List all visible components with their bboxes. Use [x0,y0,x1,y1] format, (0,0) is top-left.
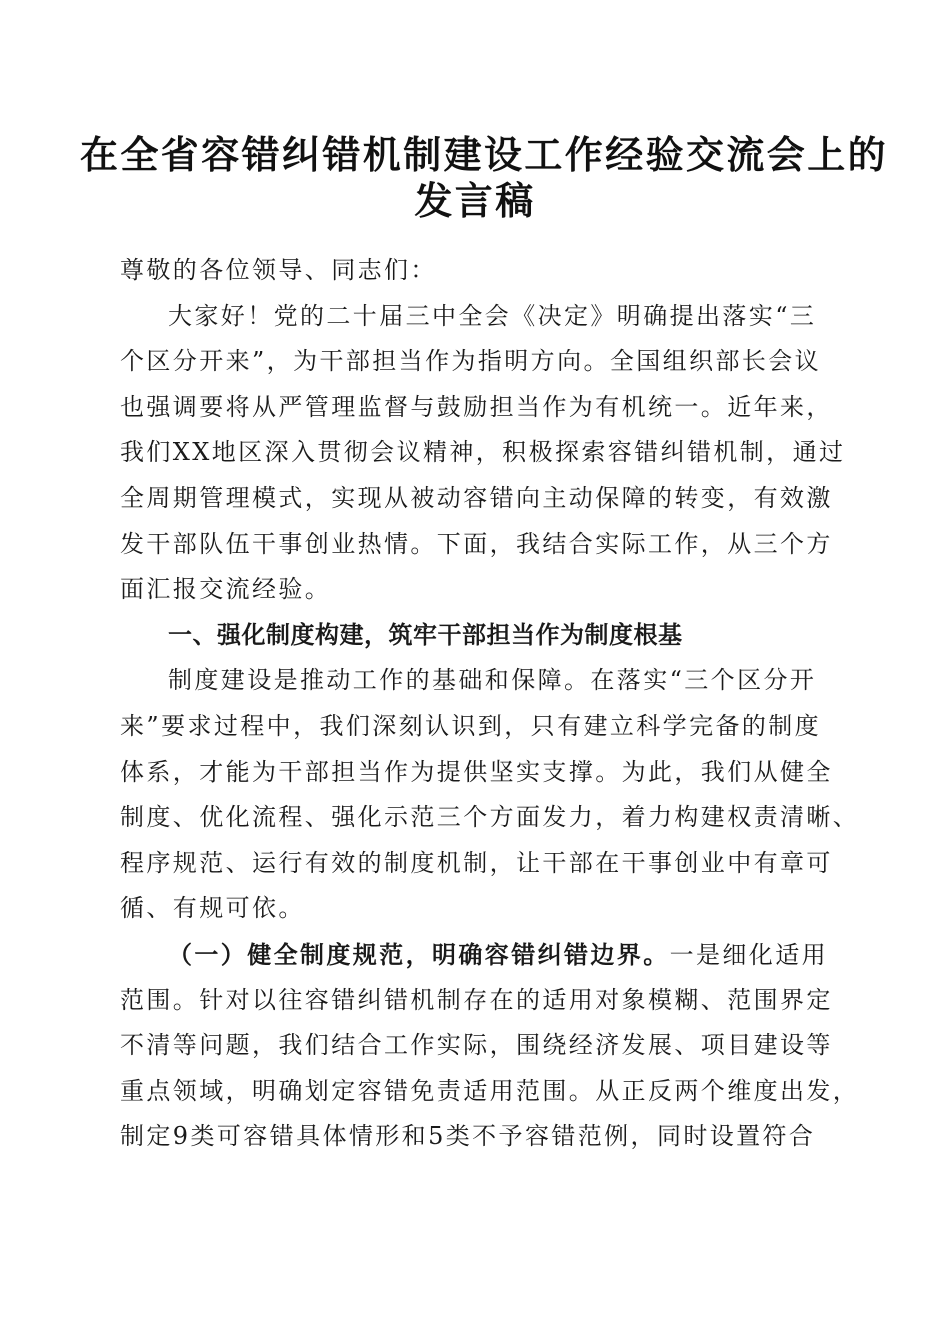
paragraph-line: 发干部队伍干事创业热情。下面，我结合实际工作，从三个方 [120,529,833,558]
title-line: 发言稿 [414,177,536,223]
paragraph-line: 也强调要将从严管理监督与鼓励担当作为有机统一。近年来， [120,392,833,421]
paragraph-subsection-one [120,932,860,1160]
paragraph-introduction [120,294,846,613]
paragraph-line: 体系，才能为干部担当作为提供坚实支撑。为此，我们从健全 [120,757,833,786]
salutation: 尊敬的各位领导、同志们： [120,256,437,284]
paragraph-line: 面汇报交流经验。 [120,575,332,604]
paragraph-line: 制定9类可容错具体情形和5类不予容错范例，同时设置符合 [120,1122,816,1151]
title-line: 在全省容错纠错机制建设工作经验交流会上的 [80,132,889,177]
paragraph-line: 重点领域，明确划定容错免责适用范围。从正反两个维度出发， [120,1076,860,1105]
paragraph-line: 不清等问题，我们结合工作实际，围绕经济发展、项目建设等 [120,1031,833,1060]
paragraph-line: 制度、优化流程、强化示范三个方面发力，着力构建权责清晰、 [120,803,860,832]
section-heading: 一、强化制度构建，筑牢干部担当作为制度根基 [168,620,683,649]
paragraph-line: 制度建设是推动工作的基础和保障。在落实“三个区分开 [168,666,817,695]
paragraph-line: 范围。针对以往容错纠错机制存在的适用对象模糊、范围界定 [120,985,833,1014]
paragraph-line: 个区分开来”，为干部担当作为指明方向。全国组织部长会议 [120,347,822,376]
document-body [120,248,860,1160]
paragraph-line [120,932,835,978]
paragraph-line: 程序规范、运行有效的制度机制，让干部在干事创业中有章可 [120,848,833,877]
document-title [80,132,889,223]
paragraph-line: 来”要求过程中，我们深刻认识到，只有建立科学完备的制度 [120,711,822,740]
paragraph-line: 循、有规可依。 [120,894,305,923]
subsection-text: 一是细化适用 [669,940,829,969]
subsection-heading: （一）健全制度规范，明确容错纠错边界。 [168,939,670,969]
paragraph-line: 全周期管理模式，实现从被动容错向主动保障的转变，有效激 [120,483,833,512]
paragraph-line: 大家好！党的二十届三中全会《决定》明确提出落实“三 [168,301,817,330]
paragraph-line: 我们XX地区深入贯彻会议精神，积极探索容错纠错机制，通过 [120,438,846,467]
paragraph-institution [120,658,860,932]
